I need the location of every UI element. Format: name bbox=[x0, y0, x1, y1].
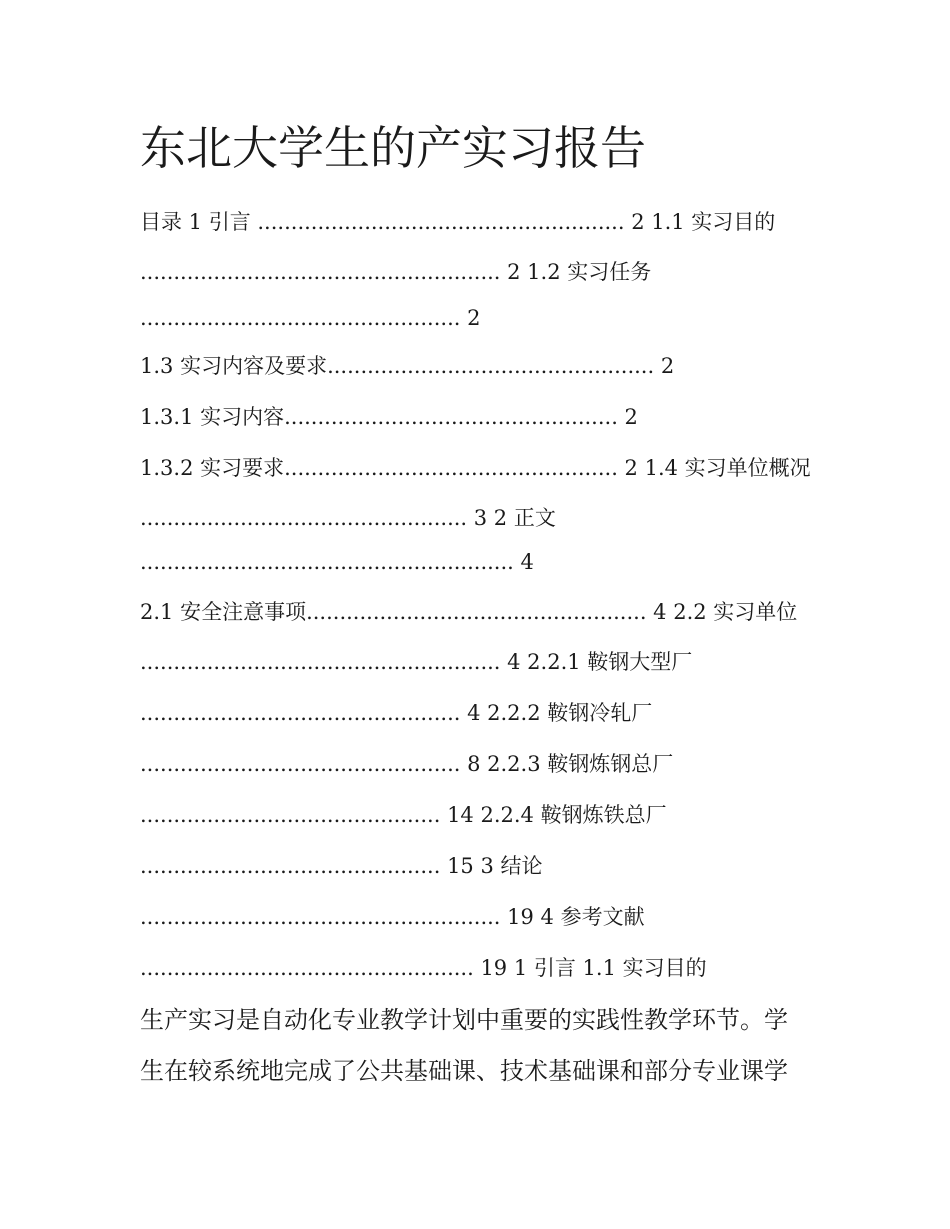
toc-line: ................................................ 2 bbox=[140, 306, 481, 330]
toc-line: 1.3 实习内容及要求................................................. 2 bbox=[140, 354, 675, 378]
toc-line: ................................................ 4 2.2.2 鞍钢冷轧厂 bbox=[140, 701, 653, 725]
toc-line: 2.1 安全注意事项................................................... 4 2.2 实习单位 bbox=[140, 600, 798, 624]
toc-line: 目录 1 引言 ....................................................... 2 1.1 实习目的 bbox=[140, 210, 776, 234]
toc-line: .................................................. 19 1 引言 1.1 实习目的 bbox=[140, 956, 707, 980]
document-title: 东北大学生的产实习报告 bbox=[140, 121, 646, 175]
body-paragraph-line: 生产实习是自动化专业教学计划中重要的实践性教学环节。学 bbox=[140, 1006, 788, 1034]
toc-line: ................................................ 8 2.2.3 鞍钢炼钢总厂 bbox=[140, 752, 674, 776]
toc-line: ........................................................ 4 bbox=[140, 550, 534, 574]
toc-line: ...................................................... 4 2.2.1 鞍钢大型厂 bbox=[140, 650, 693, 674]
toc-line: ...................................................... 2 1.2 实习任务 bbox=[140, 260, 652, 284]
toc-line: ................................................. 3 2 正文 bbox=[140, 506, 556, 530]
toc-line: 1.3.2 实习要求.................................................. 2 1.4 实习单位概况 bbox=[140, 456, 811, 480]
toc-line: ...................................................... 19 4 参考文献 bbox=[140, 905, 645, 929]
body-paragraph-line: 生在较系统地完成了公共基础课、技术基础课和部分专业课学 bbox=[140, 1057, 788, 1085]
toc-line: ............................................. 15 3 结论 bbox=[140, 854, 543, 878]
toc-line: 1.3.1 实习内容.................................................. 2 bbox=[140, 405, 638, 429]
toc-line: ............................................. 14 2.2.4 鞍钢炼铁总厂 bbox=[140, 803, 667, 827]
